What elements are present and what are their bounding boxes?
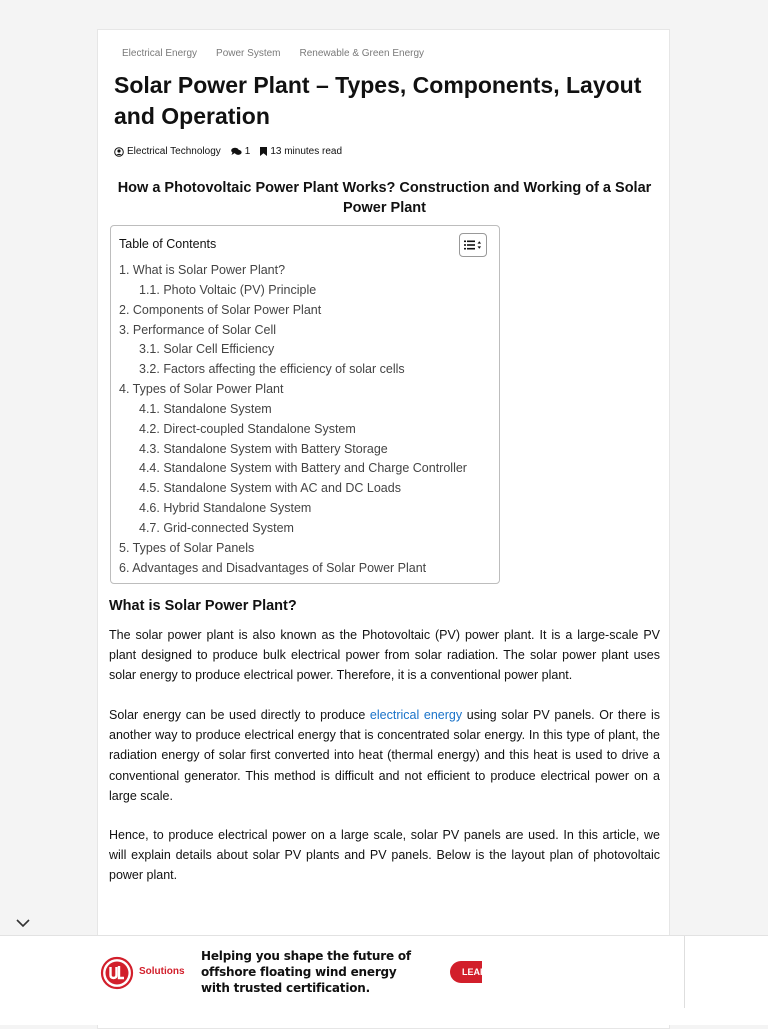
author-link[interactable] <box>114 146 221 157</box>
toc-list-icon <box>464 240 482 250</box>
chevron-down-icon[interactable] <box>15 916 31 930</box>
toc-item[interactable]: 3.2. Factors affecting the efficiency of solar cells <box>139 362 405 377</box>
toc-item[interactable]: 6. Advantages and Disadvantages of Solar Power Plant <box>119 560 427 575</box>
toc-item[interactable]: 4.5. Standalone System with AC and DC Loads <box>139 481 401 496</box>
toc-list <box>119 261 467 579</box>
toc-item[interactable]: 3. Performance of Solar Cell <box>119 322 277 337</box>
paragraph-2-end: using solar PV panels. Or there is another way to produce electrical energy that is concentrated solar energy. In this type of plant, the radiation energy of solar first converted into heat (thermal energy) and this heat is used to drive a conventional generator. This method is difficult and not efficient to produce electrical power on a large scale. <box>109 708 660 803</box>
electrical-energy-link[interactable]: electrical energy <box>369 708 463 722</box>
article-meta <box>114 146 352 157</box>
paragraph-3: Hence, to produce electrical power on a large scale, solar PV panels are used. In this article, we will explain details about solar PV plants and PV panels. Below is the layout plan of photovoltaic power plant. <box>109 828 660 883</box>
breadcrumb-item-electrical-energy[interactable]: Electrical Energy <box>122 48 198 59</box>
author-name: Electrical Technology <box>127 146 221 157</box>
ad-banner[interactable] <box>0 935 768 1025</box>
toc-toggle-button[interactable] <box>459 233 487 257</box>
read-time <box>260 146 342 157</box>
paragraph-2 <box>109 705 660 806</box>
ul-logo-icon <box>101 957 133 989</box>
toc-item[interactable]: 4.2. Direct-coupled Standalone System <box>139 421 356 436</box>
ad-cta-button[interactable]: LEARN MORE <box>450 961 482 983</box>
page-title: Solar Power Plant – Types, Components, Layout and Operation <box>114 72 642 129</box>
comments-count: 1 <box>244 146 251 157</box>
toc-item[interactable]: 4. Types of Solar Power Plant <box>119 382 284 397</box>
toc-item[interactable]: 1.1. Photo Voltaic (PV) Principle <box>139 282 317 297</box>
comments-link[interactable] <box>231 146 251 157</box>
toc-item[interactable]: 2. Components of Solar Power Plant <box>119 302 322 317</box>
paragraph-2-start: Solar energy can be used directly to produce <box>109 708 370 722</box>
toc-item[interactable]: 1. What is Solar Power Plant? <box>119 263 286 277</box>
bookmark-icon <box>260 147 267 156</box>
toc-item[interactable]: 5. Types of Solar Panels <box>119 540 255 555</box>
toc-item[interactable]: 4.1. Standalone System <box>139 401 272 416</box>
breadcrumb-item-renewable[interactable]: Renewable & Green Energy <box>299 48 425 59</box>
breadcrumb <box>122 48 424 59</box>
toc-heading: Table of Contents <box>119 237 217 251</box>
ad-text: Helping you shape the future of offshore floating wind energy with trusted certification. <box>201 949 411 995</box>
toc-item[interactable]: 4.3. Standalone System with Battery Storage <box>139 441 388 456</box>
user-circle-icon <box>114 147 124 157</box>
toc-item[interactable]: 3.1. Solar Cell Efficiency <box>139 342 275 357</box>
breadcrumb-item-power-system[interactable]: Power System <box>216 48 281 59</box>
article-card <box>97 29 670 1029</box>
toc-item[interactable]: 4.7. Grid-connected System <box>139 520 294 535</box>
toc-item[interactable]: 4.4. Standalone System with Battery and Charge Controller <box>139 461 467 476</box>
toc-item[interactable]: 4.6. Hybrid Standalone System <box>139 501 312 516</box>
table-of-contents <box>110 225 500 584</box>
article-subtitle: How a Photovoltaic Power Plant Works? Construction and Working of a Solar Power Plant <box>117 180 652 216</box>
paragraph-1: The solar power plant is also known as the Photovoltaic (PV) power plant. It is a large-scale PV plant designed to produce bulk electrical power from solar radiation. The solar power plant uses solar energy to produce electrical power. Therefore, it is a conventional power plant. <box>109 628 660 683</box>
comments-icon <box>231 147 242 156</box>
section-heading: What is Solar Power Plant? <box>109 598 297 614</box>
read-time-text: 13 minutes read <box>270 146 343 157</box>
ad-brand: Solutions <box>139 966 185 977</box>
ad-divider <box>684 936 685 1008</box>
